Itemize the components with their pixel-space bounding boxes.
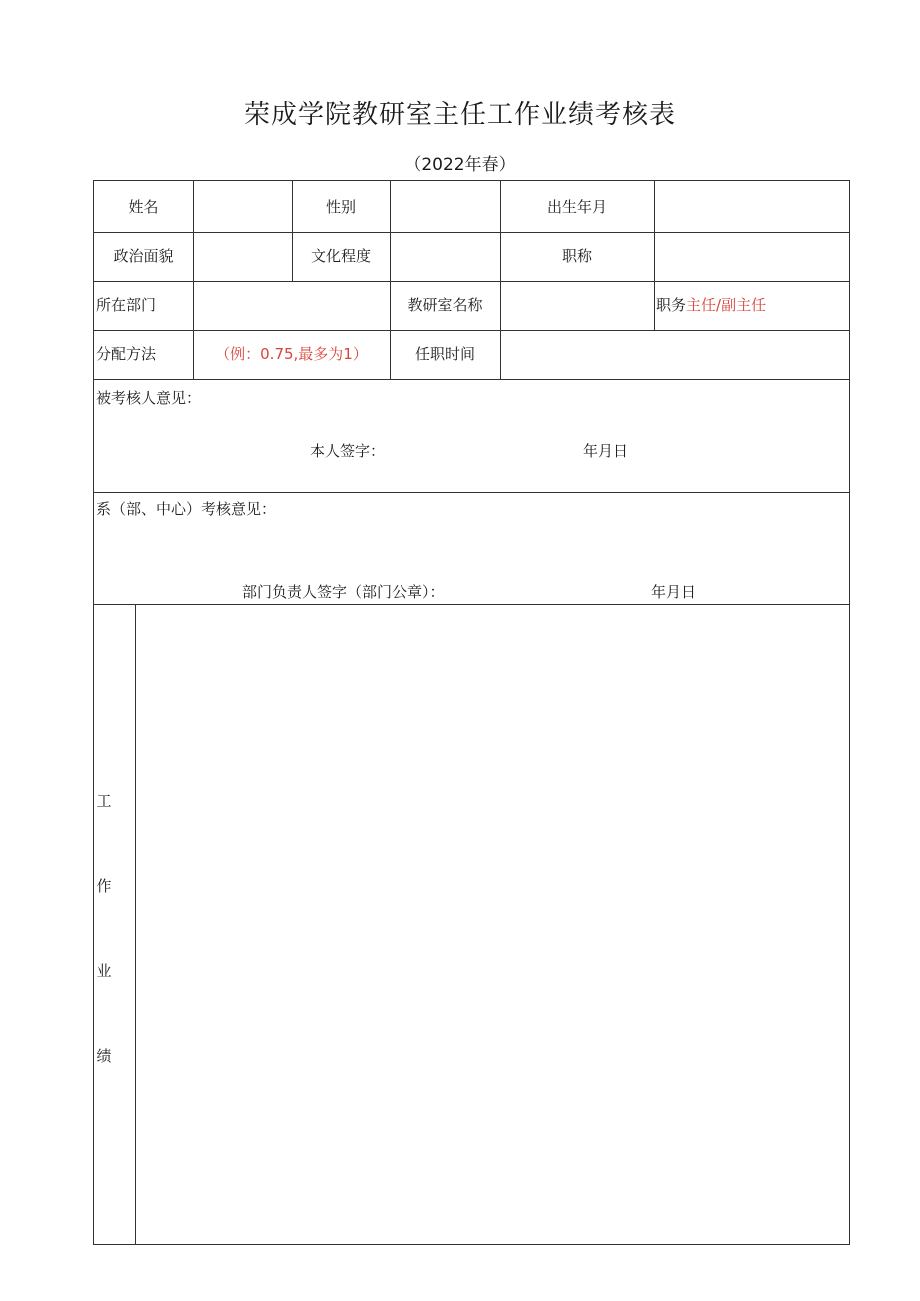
dept-sign-label: 部门负责人签字（部门公章）： <box>242 583 445 601</box>
performance-char: 工 <box>96 792 112 810</box>
tenure-field[interactable] <box>501 331 849 379</box>
performance-char: 业 <box>96 962 112 980</box>
position-hint: 主任/副主任 <box>686 296 767 314</box>
professional-title-label: 职称 <box>561 247 592 265</box>
row-divider <box>94 492 849 493</box>
politics-field[interactable] <box>194 233 292 281</box>
tenure-label: 任职时间 <box>414 345 475 363</box>
office-name-field[interactable] <box>501 282 654 330</box>
self-opinion-label: 被考核人意见： <box>96 389 202 407</box>
education-field[interactable] <box>391 233 500 281</box>
birth-label: 出生年月 <box>546 198 607 216</box>
page-title: 荣成学院教研室主任工作业绩考核表 <box>243 100 676 130</box>
allocation-method-hint: （例：0.75,最多为1） <box>215 345 368 363</box>
performance-char: 作 <box>96 877 112 895</box>
performance-field[interactable] <box>136 605 849 1244</box>
department-field[interactable] <box>194 282 390 330</box>
department-label: 所在部门 <box>96 296 157 314</box>
education-label: 文化程度 <box>310 247 371 265</box>
name-label: 姓名 <box>128 198 159 216</box>
page-subtitle: （2022年春） <box>404 155 516 175</box>
dept-opinion-label: 系（部、中心）考核意见： <box>96 500 277 518</box>
performance-char: 绩 <box>96 1047 112 1065</box>
self-sign-label: 本人签字： <box>310 442 386 460</box>
position-label: 职务 <box>656 296 687 314</box>
self-date-label: 年月日 <box>583 442 629 460</box>
position-field <box>656 298 766 313</box>
col-divider <box>292 181 293 281</box>
gender-field[interactable] <box>391 181 500 232</box>
col-divider <box>654 281 655 330</box>
birth-field[interactable] <box>655 181 849 232</box>
row-divider <box>94 379 849 380</box>
allocation-method-label: 分配方法 <box>96 345 157 363</box>
dept-date-label: 年月日 <box>651 583 697 601</box>
gender-label: 性别 <box>325 198 356 216</box>
name-field[interactable] <box>194 181 292 232</box>
col-divider <box>500 181 501 281</box>
assessment-form <box>93 180 850 1245</box>
office-name-label: 教研室名称 <box>407 296 483 314</box>
politics-label: 政治面貌 <box>113 247 174 265</box>
professional-title-field[interactable] <box>655 233 849 281</box>
